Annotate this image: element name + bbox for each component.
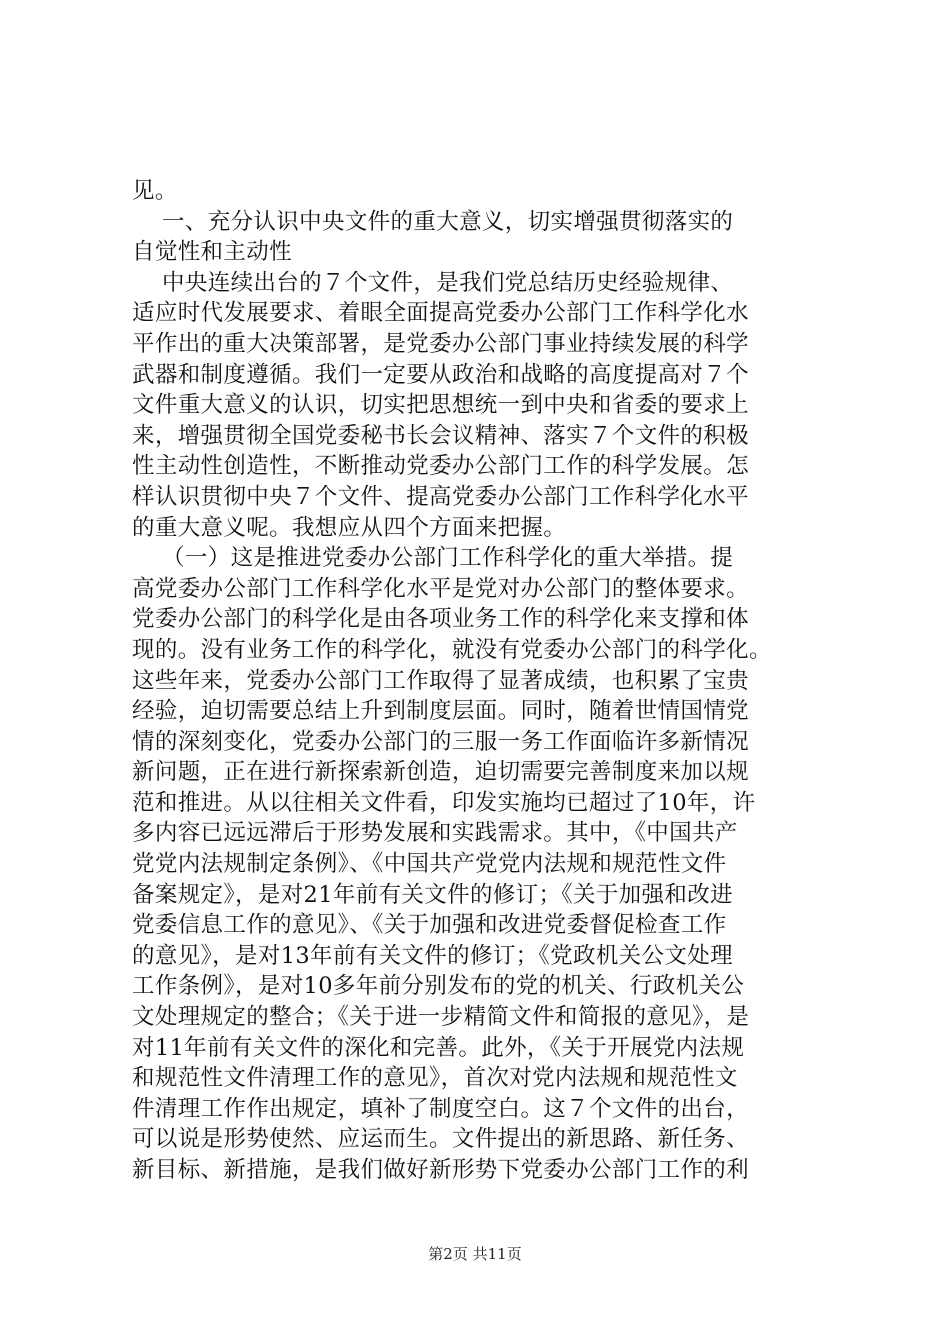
text-line: 样认识贯彻中央７个文件、提高党委办公部门工作科学化水平 bbox=[132, 483, 749, 510]
text-line: 备案规定》，是对21年前有关文件的修订；《关于加强和改进 bbox=[132, 881, 733, 908]
text-line: 经验，迫切需要总结上升到制度层面。同时，随着世情国情党 bbox=[132, 698, 749, 725]
text-line: 性主动性创造性，不断推动党委办公部门工作的科学发展。怎 bbox=[132, 453, 749, 480]
text-line: 新问题，正在进行新探索新创造，迫切需要完善制度来加以规 bbox=[132, 759, 749, 786]
text-line: 多内容已远远滞后于形势发展和实践需求。其中，《中国共产 bbox=[132, 820, 738, 847]
text-line: 可以说是形势使然、应运而生。文件提出的新思路、新任务、 bbox=[132, 1126, 749, 1153]
text-line: 文件重大意义的认识，切实把思想统一到中央和省委的要求上 bbox=[132, 392, 749, 419]
text-line: 对11年前有关文件的深化和完善。此外，《关于开展党内法规 bbox=[132, 1034, 745, 1061]
text-line: 工作条例》，是对10多年前分别发布的党的机关、行政机关公 bbox=[132, 973, 745, 1000]
text-line: 党党内法规制定条例》、《中国共产党党内法规和规范性文件 bbox=[132, 851, 727, 878]
text-line: （一）这是推进党委办公部门工作科学化的重大举措。提 bbox=[132, 545, 734, 572]
text-line: 见。 bbox=[132, 178, 178, 204]
text-line: 党委办公部门的科学化是由各项业务工作的科学化来支撑和体 bbox=[132, 606, 749, 633]
text-line: 现的。没有业务工作的科学化，就没有党委办公部门的科学化。 bbox=[132, 636, 772, 663]
text-line: 高党委办公部门工作科学化水平是党对办公部门的整体要求。 bbox=[132, 575, 749, 602]
text-line: 党委信息工作的意见》、《关于加强和改进党委督促检查工作 bbox=[132, 912, 727, 939]
text-line: 文处理规定的整合；《关于进一步精简文件和简报的意见》，是 bbox=[132, 1004, 750, 1031]
text-line: 的重大意义呢。我想应从四个方面来把握。 bbox=[132, 514, 567, 541]
text-line: 范和推进。从以往相关文件看，印发实施均已超过了10年，许 bbox=[132, 789, 756, 816]
page-number-footer: 第2页 共11页 bbox=[428, 1245, 522, 1263]
text-line: 这些年来，党委办公部门工作取得了显著成绩，也积累了宝贵 bbox=[132, 667, 749, 694]
text-line: 的意见》，是对13年前有关文件的修订；《党政机关公文处理 bbox=[132, 942, 733, 969]
text-line: 情的深刻变化，党委办公部门的三服一务工作面临许多新情况 bbox=[132, 728, 749, 755]
section-heading-line: 一、充分认识中央文件的重大意义，切实增强贯彻落实的 bbox=[132, 208, 734, 235]
text-line: 来，增强贯彻全国党委秘书长会议精神、落实７个文件的积极 bbox=[132, 422, 749, 449]
text-line: 和规范性文件清理工作的意见》，首次对党内法规和规范性文 bbox=[132, 1065, 738, 1092]
text-line: 武器和制度遵循。我们一定要从政治和战略的高度提高对７个 bbox=[132, 361, 749, 388]
section-heading-line: 自觉性和主动性 bbox=[132, 239, 292, 266]
text-line: 新目标、新措施，是我们做好新形势下党委办公部门工作的利 bbox=[132, 1157, 749, 1183]
text-line: 适应时代发展要求、着眼全面提高党委办公部门工作科学化水 bbox=[132, 300, 749, 327]
text-line: 平作出的重大决策部署，是党委办公部门事业持续发展的科学 bbox=[132, 330, 749, 357]
text-line: 件清理工作作出规定，填补了制度空白。这７个文件的出台， bbox=[132, 1095, 749, 1122]
body-text bbox=[132, 176, 832, 1186]
text-line: 中央连续出台的７个文件，是我们党总结历史经验规律、 bbox=[132, 269, 734, 296]
